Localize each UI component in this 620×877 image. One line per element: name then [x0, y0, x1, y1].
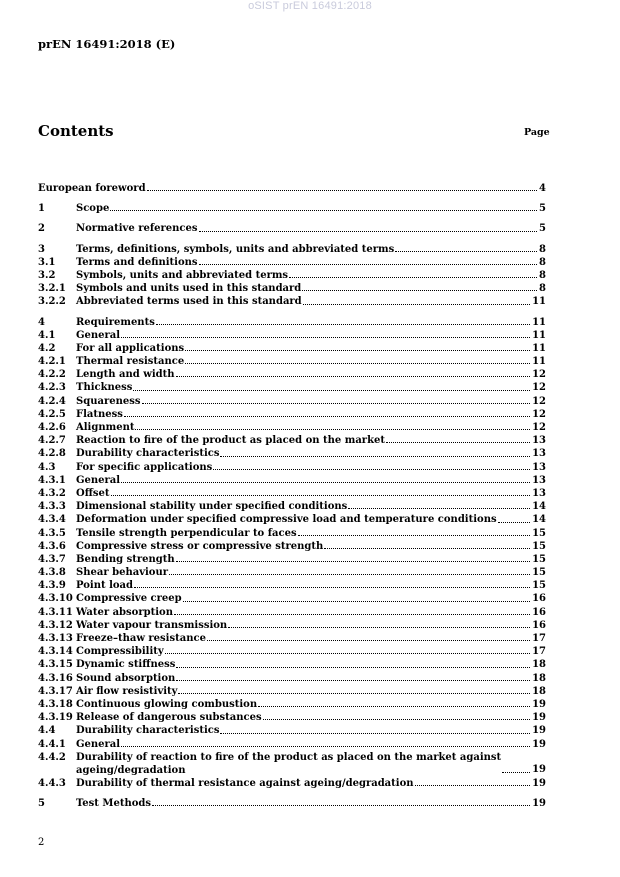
dot-leader — [147, 190, 537, 191]
dot-leader — [498, 522, 530, 523]
toc-entry[interactable] — [38, 658, 546, 671]
toc-title: Deformation under specified compressive load and temperature conditions — [76, 514, 497, 526]
dot-leader — [289, 277, 537, 278]
toc-title: Shear behaviour — [76, 567, 169, 579]
toc-entry-line — [76, 282, 546, 295]
toc-entry-line — [76, 295, 546, 308]
toc-number: 4.2.2 — [38, 369, 66, 381]
toc-entry-line — [76, 355, 546, 368]
dot-leader — [298, 535, 531, 536]
toc-title: General — [76, 474, 121, 486]
toc-page-number: 11 — [532, 296, 546, 308]
toc-entry[interactable] — [38, 282, 546, 295]
toc-title: Terms and definitions — [76, 256, 198, 268]
toc-number: 4.2.8 — [38, 448, 66, 460]
page-number: 2 — [38, 837, 45, 848]
toc-number: 4.3.14 — [38, 646, 73, 658]
dot-leader — [213, 469, 530, 470]
toc-number: 4 — [38, 316, 45, 328]
toc-entry[interactable] — [38, 342, 546, 355]
toc-page-number: 13 — [532, 487, 546, 499]
toc-title: Thickness — [76, 382, 133, 394]
toc-entry-line — [76, 461, 546, 474]
toc-title: Reaction to fire of the product as placed on the market — [76, 435, 385, 447]
toc-number: 5 — [38, 797, 45, 809]
toc-entry[interactable] — [38, 698, 546, 711]
dot-leader — [174, 614, 530, 615]
toc-number: 4.3.3 — [38, 501, 66, 513]
dot-leader — [156, 324, 530, 325]
toc-page-number: 11 — [532, 316, 546, 328]
toc-page-number: 18 — [532, 685, 546, 697]
toc-title: For specific applications — [76, 461, 213, 473]
toc-entry-line — [76, 513, 546, 526]
toc-entry-line — [76, 606, 546, 619]
toc-title: Water absorption — [76, 606, 173, 618]
toc-title-continued: ageing/degradation — [76, 764, 186, 776]
toc-page-number: 17 — [532, 646, 546, 658]
toc-title: Bending strength — [76, 553, 175, 565]
toc-page-number: 12 — [532, 395, 546, 407]
dot-leader — [124, 416, 530, 417]
toc-page-number: 19 — [532, 698, 546, 710]
toc-title: Dynamic stiffness — [76, 659, 176, 671]
toc-page-number: 14 — [532, 514, 546, 526]
toc-number: 3.2 — [38, 269, 56, 281]
dot-leader — [258, 706, 530, 707]
dot-leader — [183, 601, 530, 602]
toc-entry-line — [76, 777, 546, 790]
toc-title: General — [76, 738, 121, 750]
toc-entry-line — [76, 527, 546, 540]
toc-number: 4.2.1 — [38, 356, 66, 368]
toc-title: Terms, definitions, symbols, units and abbreviated terms — [76, 243, 395, 255]
toc-title: Scope — [76, 203, 110, 215]
toc-entry[interactable] — [38, 724, 546, 737]
toc-title: Dimensional stability under specified conditions — [76, 501, 348, 513]
toc-entry[interactable] — [38, 269, 546, 282]
toc-entry-line — [76, 738, 546, 751]
toc-entry[interactable] — [38, 566, 546, 579]
toc-number: 2 — [38, 223, 45, 235]
toc-entry-line — [76, 540, 546, 553]
toc-entry-line — [76, 381, 546, 394]
dot-leader — [176, 561, 530, 562]
toc-number: 4.3.17 — [38, 685, 73, 697]
dot-leader — [165, 653, 530, 654]
toc-title: Normative references — [76, 223, 198, 235]
toc-entry[interactable] — [38, 711, 546, 724]
toc-number: 4.3.9 — [38, 580, 66, 592]
toc-entry[interactable] — [38, 685, 546, 698]
table-of-contents — [38, 182, 546, 810]
toc-page-number: 19 — [532, 764, 546, 776]
toc-page-number: 19 — [532, 797, 546, 809]
toc-number: 4.3.6 — [38, 540, 66, 552]
toc-number: 4.3.5 — [38, 527, 66, 539]
toc-entry[interactable] — [38, 500, 546, 513]
toc-number: 3 — [38, 243, 45, 255]
toc-number: 3.2.1 — [38, 283, 66, 295]
toc-entry-line — [76, 751, 546, 777]
toc-page-number: 13 — [532, 435, 546, 447]
toc-number: 4.3.10 — [38, 593, 73, 605]
toc-page-number: 15 — [532, 527, 546, 539]
toc-page-number: 19 — [532, 725, 546, 737]
toc-title: Tensile strength perpendicular to faces — [76, 527, 297, 539]
toc-entry[interactable] — [38, 777, 546, 790]
toc-entry[interactable] — [38, 632, 546, 645]
toc-entry[interactable] — [38, 222, 546, 235]
toc-entry[interactable] — [38, 645, 546, 658]
toc-entry-line — [76, 711, 546, 724]
toc-page-number: 13 — [532, 474, 546, 486]
toc-entry-line — [38, 182, 546, 195]
toc-title: Flatness — [76, 408, 123, 420]
toc-page-number: 16 — [532, 619, 546, 631]
toc-title: European foreword — [38, 183, 146, 194]
toc-page-number: 14 — [532, 501, 546, 513]
toc-entry[interactable] — [38, 751, 546, 777]
toc-entry[interactable] — [38, 797, 546, 810]
toc-entry[interactable] — [38, 487, 546, 500]
toc-number: 4.3.8 — [38, 567, 66, 579]
toc-title: Point load — [76, 580, 134, 592]
toc-entry[interactable] — [38, 738, 546, 751]
toc-page-number: 12 — [532, 369, 546, 381]
toc-page-number: 11 — [532, 356, 546, 368]
dot-leader — [386, 442, 530, 443]
toc-entry[interactable] — [38, 395, 546, 408]
toc-entry-line — [76, 553, 546, 566]
toc-page-number: 13 — [532, 448, 546, 460]
toc-entry-line — [76, 329, 546, 342]
toc-number: 4.3.16 — [38, 672, 73, 684]
toc-title: Water vapour transmission — [76, 619, 228, 631]
toc-page-number: 8 — [539, 283, 546, 295]
toc-entry[interactable] — [38, 434, 546, 447]
toc-entry-line — [76, 658, 546, 671]
toc-page-number: 12 — [532, 422, 546, 433]
toc-entry[interactable] — [38, 553, 546, 566]
toc-number: 4.3.11 — [38, 606, 73, 618]
dot-leader — [176, 376, 531, 377]
toc-title: Durability characteristics — [76, 725, 220, 737]
dot-leader — [176, 680, 530, 681]
toc-entry[interactable] — [38, 474, 546, 487]
toc-entry-line — [76, 408, 546, 421]
toc-number: 4.1 — [38, 329, 56, 341]
toc-title: Alignment — [76, 422, 135, 433]
toc-title: Squareness — [76, 395, 141, 407]
toc-title: Compressive creep — [76, 593, 182, 605]
toc-page-number: 8 — [539, 269, 546, 281]
dot-leader — [111, 495, 531, 496]
toc-number: 4.4.1 — [38, 738, 66, 750]
toc-page-number: 4 — [539, 183, 546, 194]
toc-page-number: 8 — [539, 256, 546, 268]
toc-entry-line — [76, 368, 546, 381]
toc-entry-line — [76, 672, 546, 685]
toc-page-number: 16 — [532, 606, 546, 618]
toc-number: 3.1 — [38, 256, 56, 268]
dot-leader — [502, 772, 530, 773]
toc-title: Abbreviated terms used in this standard — [76, 296, 302, 308]
toc-entry-line — [76, 797, 546, 810]
toc-entry[interactable] — [38, 368, 546, 381]
toc-number: 4.2.6 — [38, 422, 66, 433]
dot-leader — [134, 587, 530, 588]
contents-title: Contents — [38, 122, 114, 140]
page-column-label: Page — [524, 127, 550, 138]
toc-entry-line — [76, 316, 546, 329]
toc-entry[interactable] — [38, 355, 546, 368]
toc-entry-line — [76, 256, 546, 269]
toc-entry-line — [76, 645, 546, 658]
dot-leader — [152, 805, 530, 806]
document-id: prEN 16491:2018 (E) — [38, 37, 176, 51]
toc-entry-line — [76, 500, 546, 513]
dot-leader — [176, 667, 530, 668]
toc-number: 4.3.12 — [38, 619, 73, 631]
toc-entry-line — [76, 342, 546, 355]
toc-title: Compressibility — [76, 646, 164, 658]
toc-entry-line — [76, 592, 546, 605]
toc-entry-line — [76, 421, 546, 434]
toc-entry[interactable] — [38, 527, 546, 540]
dot-leader — [110, 210, 537, 211]
toc-number: 4.2.5 — [38, 408, 66, 420]
toc-page-number: 15 — [532, 540, 546, 552]
dot-leader — [348, 508, 530, 509]
dot-leader — [178, 693, 530, 694]
watermark: oSIST prEN 16491:2018 — [248, 0, 372, 12]
dot-leader — [395, 251, 537, 252]
toc-title: Freeze–thaw resistance — [76, 633, 206, 644]
dot-leader — [142, 403, 531, 404]
toc-number: 4.2.3 — [38, 382, 66, 394]
toc-page-number: 5 — [539, 203, 546, 215]
toc-number: 4.4 — [38, 725, 56, 737]
dot-leader — [199, 231, 538, 232]
dot-leader — [121, 746, 530, 747]
toc-entry-line — [76, 474, 546, 487]
dot-leader — [228, 627, 530, 628]
toc-number: 4.3.15 — [38, 659, 73, 671]
toc-entry[interactable] — [38, 513, 546, 526]
dot-leader — [302, 290, 537, 291]
dot-leader — [303, 304, 530, 305]
toc-entry[interactable] — [38, 329, 546, 342]
toc-entry[interactable] — [38, 540, 546, 553]
toc-number: 1 — [38, 203, 45, 215]
toc-page-number: 18 — [532, 659, 546, 671]
toc-entry-line — [76, 487, 546, 500]
dot-leader — [185, 363, 530, 364]
toc-entry[interactable] — [38, 243, 546, 256]
toc-entry[interactable] — [38, 381, 546, 394]
toc-title: Symbols, units and abbreviated terms — [76, 269, 289, 281]
toc-entry[interactable] — [38, 408, 546, 421]
toc-number: 4.3.7 — [38, 553, 66, 565]
toc-page-number: 8 — [539, 243, 546, 255]
dot-leader — [169, 574, 530, 575]
toc-number: 4.3.2 — [38, 487, 66, 499]
dot-leader — [133, 390, 530, 391]
toc-page-number: 19 — [532, 777, 546, 789]
toc-page-number: 13 — [532, 461, 546, 473]
dot-leader — [324, 548, 530, 549]
dot-leader — [263, 719, 530, 720]
toc-page-number: 15 — [532, 553, 546, 565]
toc-page-number: 5 — [539, 223, 546, 235]
toc-title: Requirements — [76, 316, 155, 328]
toc-title: Thermal resistance — [76, 356, 185, 368]
toc-page-number: 17 — [532, 633, 546, 644]
toc-entry[interactable] — [38, 295, 546, 308]
toc-page-number: 19 — [532, 712, 546, 724]
toc-title: General — [76, 329, 121, 341]
toc-entry[interactable] — [38, 256, 546, 269]
toc-number: 4.3.4 — [38, 514, 66, 526]
toc-number: 4.4.2 — [38, 751, 66, 763]
toc-entry[interactable] — [38, 579, 546, 592]
toc-number: 4.3.18 — [38, 698, 73, 710]
toc-page-number: 18 — [532, 672, 546, 684]
toc-number: 4.3.19 — [38, 712, 73, 724]
toc-entry-line — [76, 632, 546, 645]
toc-number: 4.2.7 — [38, 435, 66, 447]
toc-entry[interactable] — [38, 606, 546, 619]
dot-leader — [121, 337, 530, 338]
toc-entry-line — [76, 202, 546, 215]
toc-entry[interactable] — [38, 461, 546, 474]
toc-entry-line — [76, 619, 546, 632]
toc-entry[interactable] — [38, 672, 546, 685]
dot-leader — [415, 785, 531, 786]
toc-page-number: 15 — [532, 567, 546, 579]
toc-number: 4.3.1 — [38, 474, 66, 486]
toc-entry[interactable] — [38, 182, 546, 195]
toc-number: 4.2 — [38, 342, 56, 354]
toc-page-number: 12 — [532, 408, 546, 420]
toc-entry-line — [76, 685, 546, 698]
toc-number: 4.2.4 — [38, 395, 66, 407]
dot-leader — [185, 350, 530, 351]
toc-title: Release of dangerous substances — [76, 712, 262, 724]
dot-leader — [207, 640, 530, 641]
toc-entry[interactable] — [38, 421, 546, 434]
toc-page-number: 12 — [532, 382, 546, 394]
toc-entry-line — [76, 447, 546, 460]
toc-number: 3.2.2 — [38, 296, 66, 308]
toc-title: Test Methods — [76, 797, 151, 809]
toc-page-number: 15 — [532, 580, 546, 592]
dot-leader — [220, 733, 530, 734]
toc-title: Symbols and units used in this standard — [76, 283, 302, 295]
toc-title: Offset — [76, 487, 110, 499]
toc-title: Durability of reaction to fire of the product as placed on the market against — [76, 751, 502, 763]
toc-title: Durability characteristics — [76, 448, 220, 460]
toc-title: For all applications — [76, 342, 185, 354]
toc-entry[interactable] — [38, 202, 546, 215]
toc-entry-line — [76, 724, 546, 737]
dot-leader — [135, 429, 530, 430]
toc-title: Compressive stress or compressive strength — [76, 540, 324, 552]
toc-entry[interactable] — [38, 619, 546, 632]
toc-entry[interactable] — [38, 592, 546, 605]
toc-entry-line — [76, 222, 546, 235]
toc-entry[interactable] — [38, 447, 546, 460]
dot-leader — [121, 482, 530, 483]
toc-page-number: 11 — [532, 342, 546, 354]
toc-page-number: 16 — [532, 593, 546, 605]
toc-title: Air flow resistivity — [76, 685, 178, 697]
toc-number: 4.3 — [38, 461, 56, 473]
toc-page-number: 19 — [532, 738, 546, 750]
toc-entry-line — [76, 566, 546, 579]
toc-number: 4.4.3 — [38, 777, 66, 789]
toc-entry-line — [76, 395, 546, 408]
toc-title: Continuous glowing combustion — [76, 698, 258, 710]
toc-entry-line — [76, 579, 546, 592]
dot-leader — [220, 456, 530, 457]
toc-title: Length and width — [76, 369, 175, 381]
toc-entry-line — [76, 269, 546, 282]
toc-entry-line — [76, 698, 546, 711]
toc-entry-line — [76, 434, 546, 447]
toc-entry-line — [76, 243, 546, 256]
toc-number: 4.3.13 — [38, 633, 73, 644]
toc-page-number: 11 — [532, 329, 546, 341]
toc-entry[interactable] — [38, 316, 546, 329]
dot-leader — [199, 264, 538, 265]
toc-title: Durability of thermal resistance against ageing/degradation — [76, 777, 414, 789]
toc-title: Sound absorption — [76, 672, 176, 684]
